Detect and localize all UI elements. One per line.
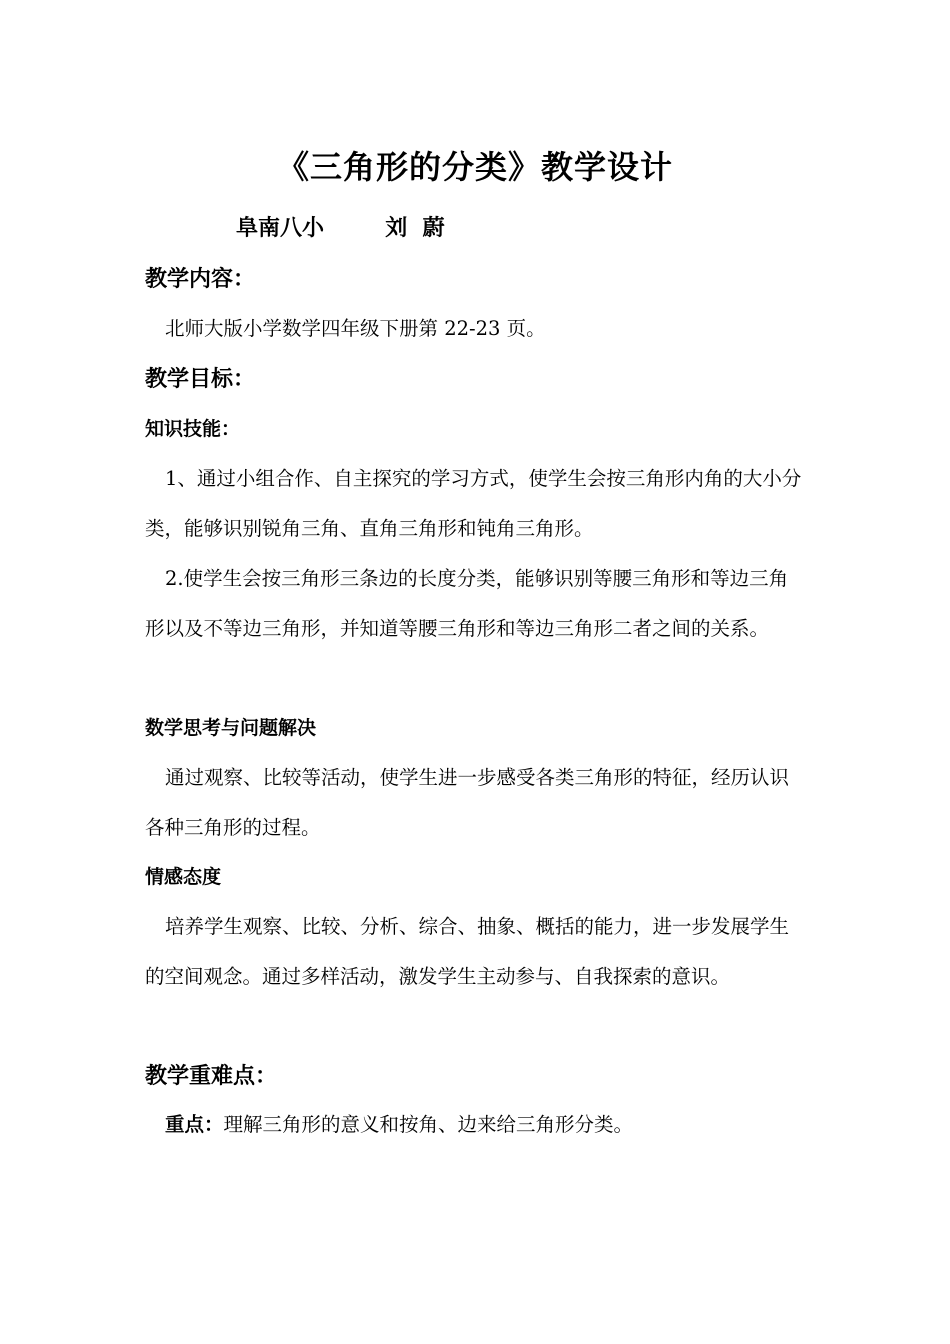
knowledge-paragraph-2 bbox=[145, 554, 805, 654]
document-title: 《三角形的分类》教学设计 bbox=[276, 148, 673, 186]
subheading-thinking: 数学思考与问题解决 bbox=[145, 717, 317, 739]
section-heading-goals: 教学目标： bbox=[145, 367, 256, 392]
key-point-label: 重点： bbox=[165, 1113, 224, 1136]
content-paragraph bbox=[145, 312, 805, 346]
emotion-paragraph bbox=[145, 902, 805, 1002]
knowledge-text-2: 2.使学生会按三角形三条边的长度分类，能够识别等腰三角形和等边三角形以及不等边三角形，并知道等腰三角形和等边三角形二者之间的关系。 bbox=[145, 567, 789, 640]
content-text: 北师大版小学数学四年级下册第 22-23 页。 bbox=[165, 317, 546, 340]
subheading-knowledge: 知识技能： bbox=[145, 418, 241, 440]
key-point-paragraph bbox=[145, 1108, 805, 1142]
thinking-text: 通过观察、比较等活动，使学生进一步感受各类三角形的特征，经历认识各种三角形的过程。 bbox=[145, 766, 790, 839]
author-line: 阜南八小 刘 蔚 bbox=[236, 216, 445, 241]
key-point-text: 理解三角形的意义和按角、边来给三角形分类。 bbox=[223, 1113, 634, 1136]
section-heading-content: 教学内容： bbox=[145, 267, 256, 292]
thinking-paragraph bbox=[145, 753, 805, 853]
section-heading-key-points: 教学重难点： bbox=[145, 1064, 278, 1089]
key-point-line bbox=[145, 1108, 805, 1142]
emotion-text: 培养学生观察、比较、分析、综合、抽象、概括的能力，进一步发展学生的空间观念。通过多样活动，激发学生主动参与、自我探索的意识。 bbox=[145, 915, 790, 988]
knowledge-text-1: 1、通过小组合作、自主探究的学习方式，使学生会按三角形内角的大小分类，能够识别锐角三角、直角三角形和钝角三角形。 bbox=[145, 467, 802, 540]
knowledge-paragraph-1 bbox=[145, 454, 805, 554]
subheading-emotion: 情感态度 bbox=[145, 866, 222, 888]
